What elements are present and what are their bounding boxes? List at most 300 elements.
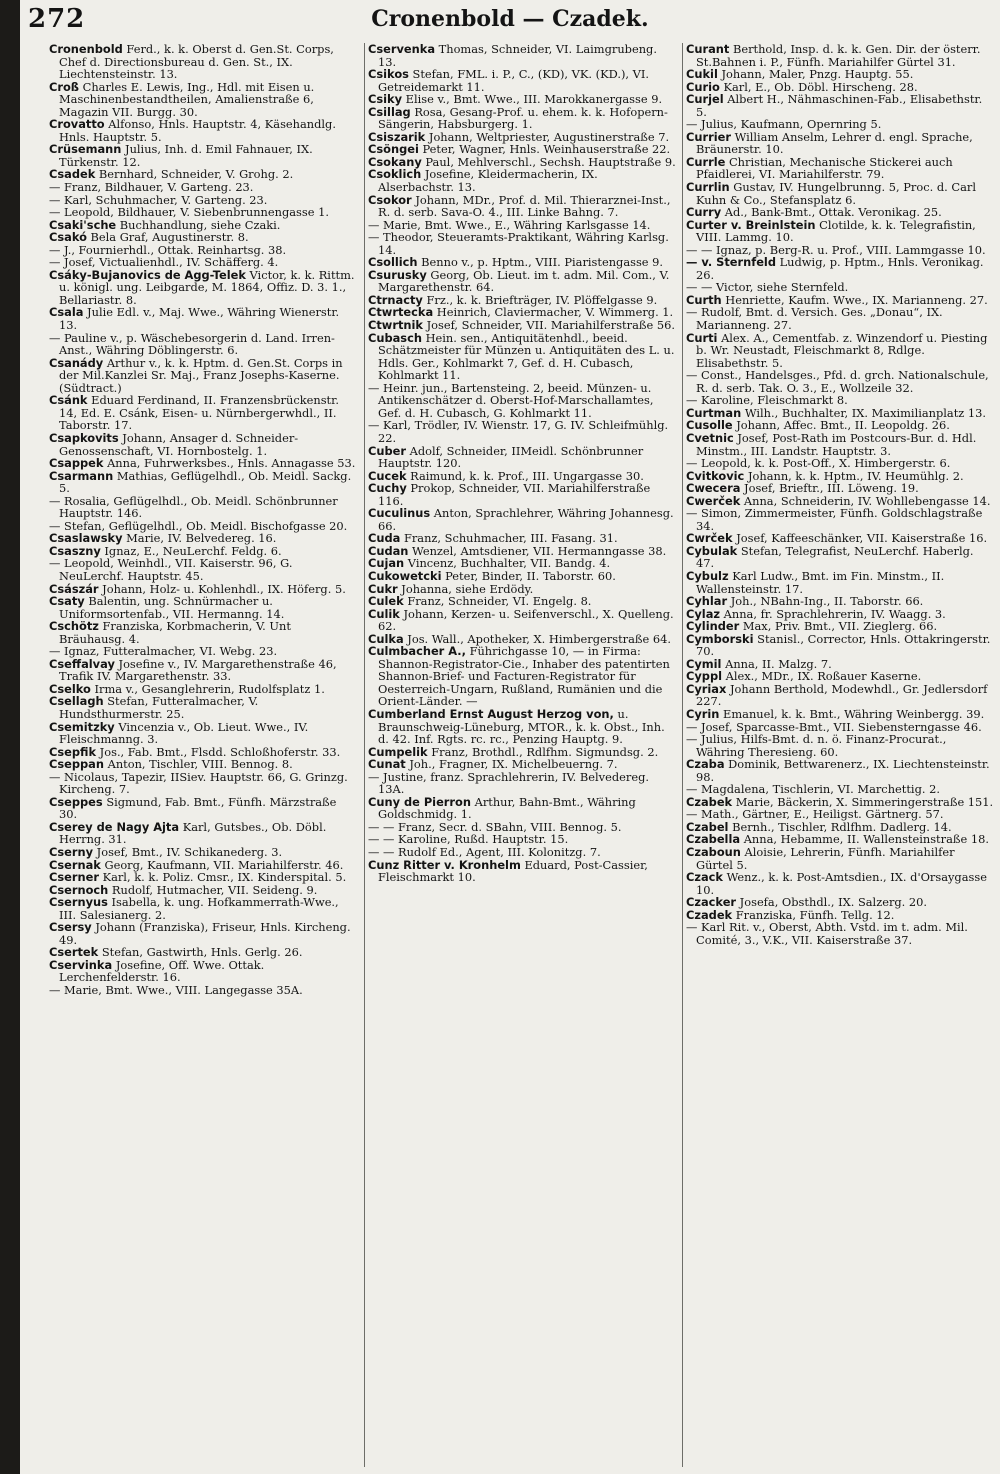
entry-details: Johann, MDr., Prof. d. Mil. Thierarznei-Inst., R. d. serb. Sava-O. 4., III. Linke Bahng. 7. (378, 192, 671, 220)
directory-entry (49, 394, 358, 432)
entry-headword: Cschötz (49, 619, 99, 634)
entry-details: Vincenzia v., Ob. Lieut. Wwe., IV. Fleischmanng. 3. (59, 719, 309, 747)
entry-details: Georg, Ob. Lieut. im t. adm. Mil. Com., V. Margarethenstr. 64. (378, 267, 670, 295)
directory-entry (686, 369, 994, 394)
directory-entry (49, 921, 358, 946)
directory-entry (686, 181, 994, 206)
entry-headword: Cymil (686, 656, 722, 671)
entry-details: Henriette, Kaufm. Wwe., IX. Marianneng. 27. (725, 292, 988, 307)
entry-details: Stefan, Telegrafist, NeuLerchf. Haberlg. 47. (696, 543, 974, 571)
entry-headword: Cserny (49, 845, 94, 859)
entry-details: — Math., Gärtner, E., Heiligst. Gärtnerg. 57. (686, 807, 944, 822)
directory-entry (686, 156, 994, 181)
entry-headword: Csernyus (49, 895, 108, 910)
directory-entry (368, 608, 676, 633)
entry-details: Irma v., Gesanglehrerin, Rudolfsplatz 1. (94, 681, 325, 696)
entry-details: — Stefan, Geflügelhdl., Ob. Meidl. Bischofgasse 20. (49, 518, 348, 533)
entry-headword: Csaslawsky (49, 531, 123, 546)
entry-headword: Csurusky (368, 267, 427, 282)
entry-headword: Csiky (368, 92, 403, 107)
entry-headword: Cudan (368, 543, 409, 558)
entry-headword: Croß (49, 79, 79, 94)
entry-details: Johann, Affec. Bmt., II. Leopoldg. 26. (736, 418, 950, 433)
entry-details: Clotilde, k. k. Telegrafistin, VIII. Lammg. 10. (696, 217, 976, 245)
entry-details: Gustav, IV. Hungelbrunng. 5, Proc. d. Carl Kuhn & Co., Stefansplatz 6. (696, 180, 976, 207)
entry-headword: Culik (368, 606, 400, 621)
entry-details: Vincenz, Buchhalter, VII. Bandg. 4. (407, 556, 611, 571)
entry-details: Aloisie, Lehrerin, Fünfh. Mariahilfer Gürtel 5. (696, 845, 955, 872)
directory-entry (368, 332, 676, 382)
entry-details: — Const., Handelsges., Pfd. d. grch. Nationalschule, R. d. serb. Tak. O. 3., E., Wollzeile 32. (686, 368, 989, 395)
entry-details: Karl, k. k. Poliz. Cmsr., IX. Kinderspital. 5. (102, 870, 347, 885)
entry-headword: Csikos (368, 67, 409, 82)
entry-details: — Leopold, k. k. Post-Off., X. Himbergerstr. 6. (686, 456, 951, 471)
directory-entry (368, 269, 676, 294)
entry-details: — Marie, Bmt. Wwe., VIII. Langegasse 35A. (49, 983, 303, 998)
entry-headword: Cwrček (686, 531, 733, 546)
directory-entry (368, 482, 676, 507)
entry-headword: Culek (368, 594, 404, 609)
entry-headword: Cumpelik (368, 744, 428, 759)
entry-headword: Csapkovits (49, 430, 119, 445)
directory-entry (49, 557, 358, 582)
entry-details: Raimund, k. k. Prof., III. Ungargasse 30. (410, 468, 644, 483)
entry-headword: Cuda (368, 531, 401, 546)
entry-headword: Curtman (686, 405, 742, 420)
entry-details: — Theodor, Steueramts-Praktikant, Währing Karlsg. 14. (368, 230, 669, 257)
directory-entry (368, 507, 676, 532)
entry-headword: Czabek (686, 794, 733, 809)
entry-details: — — Rudolf Ed., Agent, III. Kolonitzg. 7. (368, 845, 601, 859)
entry-details: Dominik, Bettwarenerz., IX. Liechtensteinstr. 98. (696, 757, 990, 784)
entry-headword: Csernak (49, 857, 101, 872)
entry-details: Franziska, Korbmacherin, V. Unt Bräuhausg. 4. (59, 619, 291, 646)
entry-headword: Cyhlar (686, 594, 728, 609)
directory-entry (686, 332, 994, 370)
entry-headword: Csánk (49, 393, 88, 408)
entry-headword: Cylinder (686, 619, 740, 634)
entry-details: — Karl, Trödler, IV. Wienstr. 17, G. IV. Schleifmühlg. 22. (368, 418, 669, 445)
directory-entry (49, 771, 358, 796)
directory-entry (49, 695, 358, 720)
directory-entry (49, 658, 358, 683)
running-title: Cronenbold — Czadek. (371, 6, 649, 32)
entry-details: — Julius, Kaufmann, Opernring 5. (686, 117, 882, 132)
entry-details: Jos., Fab. Bmt., Flsdd. Schloßhoferstr. 33. (99, 744, 341, 759)
entry-details: Wenzel, Amtsdiener, VII. Hermanngasse 38. (412, 543, 667, 558)
entry-details: — Magdalena, Tischlerin, VI. Marchettig. 2. (686, 782, 940, 797)
entry-headword: Cwerček (686, 493, 741, 508)
entry-details: Josef, Brieftr., III. Löweng. 19. (744, 481, 919, 496)
directory-entry (368, 106, 676, 131)
entry-details: Buchhandlung, siehe Czaki. (119, 217, 281, 232)
entry-headword: Cucek (368, 468, 407, 483)
entry-headword: Culmbacher A., (368, 644, 466, 659)
directory-entry (368, 708, 676, 746)
directory-entry (686, 93, 994, 118)
directory-entry (686, 306, 994, 331)
entry-headword: Cseppan (49, 757, 104, 772)
entry-details: Arthur, Bahn-Bmt., Währing Goldschmidg. 1. (378, 794, 636, 822)
directory-entry (49, 143, 358, 168)
entry-details: Anna, Hebamme, II. Wallensteinstraße 18. (743, 832, 989, 847)
entry-headword: Ctwrtecka (368, 305, 434, 320)
entry-details: Josefa, Obsthdl., IX. Salzerg. 20. (739, 895, 928, 910)
entry-details: Christian, Mechanische Stickerei auch Pfaidlerei, VI. Mariahilferstr. 79. (696, 154, 953, 182)
directory-entry (686, 758, 994, 783)
entry-details: Hein. sen., Antiquitätenhdl., beeid. Schätzmeister für Münzen u. Antiquitäten des L. u. Hdls. Ger., Kohlmarkt 7, Gef. d. H. Cubasch, Kohlmarkt 11. (378, 330, 675, 383)
entry-headword: Cserner (49, 870, 99, 885)
entry-headword: Csaty (49, 594, 85, 609)
entry-details: Jos. Wall., Apotheker, X. Himbergerstraße 64. (407, 631, 671, 646)
entry-details: Josefine, Off. Wwe. Ottak. Lerchenfelderstr. 16. (59, 957, 265, 985)
entry-details: Wenz., k. k. Post-Amtsdien., IX. d'Orsaygasse 10. (696, 870, 987, 897)
entry-headword: Curti (686, 330, 718, 345)
entry-details: Johann, Kerzen- u. Seifenverschl., X. Quelleng. 62. (378, 606, 674, 634)
entry-details: Johann, Maler, Pnzg. Hauptg. 55. (721, 67, 914, 82)
entry-headword: Ctrnacty (368, 292, 423, 307)
entry-details: Wilh., Buchhalter, IX. Maximilianplatz 13. (744, 405, 987, 420)
entry-details: Karl Ludw., Bmt. im Fin. Minstm., II. Wallensteinstr. 17. (696, 568, 945, 596)
entry-details: Victor, k. k. Rittm. u. königl. ung. Leibgarde, M. 1864, Offiz. D. 3. 1., Bellariastr. 8. (59, 267, 355, 307)
entry-headword: Cwecera (686, 481, 741, 496)
directory-entry (686, 871, 994, 896)
entry-headword: Csoklich (368, 167, 422, 182)
entry-details: — Simon, Zimmermeister, Fünfh. Goldschlagstraße 34. (686, 506, 983, 533)
entry-details: Bernhard, Schneider, V. Grohg. 2. (98, 167, 294, 182)
entry-details: Ferd., k. k. Oberst d. Gen.St. Corps, Chef d. Directionsbureau d. Gen. St., IX. Liechtensteinstr. 13. (59, 43, 334, 82)
entry-headword: Csanády (49, 355, 104, 370)
entry-details: — J., Fournierhdl., Ottak. Reinhartsg. 38. (49, 242, 287, 257)
entry-details: Julie Edl. v., Maj. Wwe., Währing Wienerstr. 13. (59, 305, 340, 333)
directory-entry (49, 595, 358, 620)
entry-details: Franziska, Fünfh. Tellg. 12. (735, 907, 895, 922)
entry-details: Johann, Ansager d. Schneider-Genossenschaft, VI. Hornbostelg. 1. (59, 430, 299, 458)
entry-details: Heinrich, Claviermacher, V. Wimmerg. 1. (436, 305, 674, 320)
entry-details: — Rudolf, Bmt. d. Versich. Ges. „Donau“, IX. Marianneng. 27. (686, 305, 943, 333)
entry-headword: Cunat (368, 757, 406, 772)
directory-entry (686, 131, 994, 156)
entry-details: Anna, fr. Sprachlehrerin, IV. Waagg. 3. (723, 606, 946, 621)
entry-details: Sigmund, Fab. Bmt., Fünfh. Märzstraße 30. (59, 794, 337, 822)
entry-headword: Cselko (49, 681, 91, 696)
entry-details: Alex., MDr., IX. Roßauer Kaserne. (725, 669, 922, 684)
directory-entry (368, 419, 676, 444)
directory-entry (368, 231, 676, 256)
entry-headword: Cservinka (49, 957, 113, 972)
entry-headword: Curant (686, 43, 730, 56)
entry-details: Paul, Mehlverschl., Sechsh. Hauptstraße 9. (425, 154, 676, 169)
entry-headword: Czadek (686, 907, 733, 922)
entry-headword: Cukil (686, 67, 718, 82)
entry-headword: Csillag (368, 104, 411, 119)
entry-details: — Nicolaus, Tapezir, IISiev. Hauptstr. 66, G. Grinzg. Kircheng. 7. (49, 769, 348, 797)
entry-headword: Cuculinus (368, 506, 431, 521)
directory-entry (368, 43, 676, 68)
entry-details: Josefine, Kleidermacherin, IX. Alserbachstr. 13. (378, 167, 598, 195)
directory-entry (686, 507, 994, 532)
entry-details: — Karoline, Fleischmarkt 8. (686, 393, 848, 408)
entry-headword: Csiszarik (368, 129, 426, 144)
entry-details: Georg, Kaufmann, VII. Mariahilferstr. 46. (104, 857, 344, 872)
entry-headword: Csáky-Bujanovics de Agg-Telek (49, 267, 246, 282)
directory-entry (368, 168, 676, 193)
entry-headword: Cuchy (368, 481, 407, 496)
entry-details: Alfonso, Hnls. Hauptstr. 4, Käsehandlg. Hnls. Hauptstr. 5. (59, 117, 336, 144)
entry-headword: Csakó (49, 230, 87, 245)
entry-details: Emanuel, k. k. Bmt., Währing Weinbergg. 39. (723, 706, 985, 721)
entry-details: Adolf, Schneider, IIMeidl. Schönbrunner Hauptstr. 120. (378, 443, 644, 471)
directory-entry (49, 81, 358, 119)
directory-entry (49, 470, 358, 495)
entry-details: — — Franz, Secr. d. SBahn, VIII. Bennog. 5. (368, 819, 622, 834)
directory-entry (49, 721, 358, 746)
directory-entry (49, 269, 358, 307)
directory-entry (368, 382, 676, 420)
entry-details: — Justine, franz. Sprachlehrerin, IV. Belvedereg. 13A. (368, 769, 649, 797)
entry-headword: Császár (49, 581, 99, 596)
entry-details: Ad., Bank-Bmt., Ottak. Veronikag. 25. (724, 205, 942, 220)
entry-details: Berthold, Insp. d. k. k. Gen. Dir. der österr. St.Bahnen i. P., Fünfh. Mariahilfer Gürtel 31. (696, 43, 981, 69)
entry-details: — Heinr. jun., Bartensteing. 2, beeid. Münzen- u. Antikenschätzer d. Oberst-Hof-Marschallamtes, Gef. d. H. Cubasch, G. Kohlmarkt 11. (368, 380, 654, 420)
entry-headword: Curth (686, 292, 722, 307)
entry-headword: Csala (49, 305, 84, 320)
entry-headword: Cyriax (686, 681, 727, 696)
directory-entry (686, 733, 994, 758)
entry-details: Bela Graf, Augustinerstr. 8. (90, 230, 249, 245)
entry-headword: Csemitzky (49, 719, 115, 734)
entry-details: Joh., Fragner, IX. Michelbeuerng. 7. (409, 757, 618, 772)
directory-entry (368, 859, 676, 884)
entry-details: Stefan, Gastwirth, Hnls. Gerlg. 26. (101, 945, 303, 960)
entry-details: — Pauline v., p. Wäschebesorgerin d. Land. Irren-Anst., Währing Döblingerstr. 6. (49, 330, 335, 358)
entry-details: Franz, Schneider, VI. Engelg. 8. (407, 594, 592, 609)
directory-entry (49, 332, 358, 357)
entry-details: — — Ignaz, p. Berg-R. u. Prof., VIII. Lammgasse 10. (686, 242, 986, 257)
directory-entry (49, 357, 358, 395)
entry-details: — Karl Rit. v., Oberst, Abth. Vstd. im t. adm. Mil. Comité, 3., V.K., VII. Kaiserstraße 37. (686, 920, 968, 947)
entry-details: Johann Berthold, Modewhdl., Gr. Jedlersdorf 227. (696, 681, 988, 709)
entry-details: Prokop, Schneider, VII. Mariahilferstraße 116. (378, 481, 651, 508)
entry-details: Johanna, siehe Erdödy. (401, 581, 534, 596)
entry-details: Stanisl., Corrector, Hnls. Ottakringerstr. 70. (696, 631, 991, 659)
entry-headword: Cvetnic (686, 430, 734, 445)
entry-headword: Cukr (368, 581, 398, 596)
entry-details: Peter, Binder, II. Taborstr. 60. (445, 568, 616, 583)
entry-headword: Csepfik (49, 744, 97, 759)
entry-details: Eduard, Post-Cassier, Fleischmarkt 10. (378, 857, 648, 885)
entry-details: — Ignaz, Futteralmacher, VI. Webg. 23. (49, 644, 278, 659)
entry-headword: Cybulak (686, 543, 738, 558)
entry-details: Marie, IV. Belvedereg. 16. (126, 531, 277, 546)
directory-entry (686, 683, 994, 708)
entry-details: Josef, Kaffeeschänker, VII. Kaiserstraße 16. (736, 531, 988, 546)
directory-entry (49, 43, 358, 81)
entry-details: — Leopold, Bildhauer, V. Siebenbrunnengasse 1. (49, 205, 329, 220)
entry-headword: Csollich (368, 255, 418, 270)
entry-headword: Currlin (686, 180, 730, 195)
directory-entry (686, 570, 994, 595)
entry-details: — — Karoline, Rußd. Hauptstr. 15. (368, 832, 569, 847)
directory-entry (49, 796, 358, 821)
entry-headword: Cyppl (686, 669, 722, 684)
directory-entry (686, 921, 994, 946)
entry-headword: Curter v. Breinlstein (686, 217, 816, 232)
entry-details: Rosa, Gesang-Prof. u. ehem. k. k. Hofopern-Sängerin, Habsburgerg. 1. (378, 104, 668, 132)
entry-details: Johann, Weltpriester, Augustinerstraße 7. (428, 129, 670, 144)
entry-headword: Czacker (686, 895, 737, 910)
directory-page (20, 0, 1000, 1474)
entry-details: Josef, Post-Rath im Postcours-Bur. d. Hdl. Minstm., III. Landstr. Hauptstr. 3. (696, 430, 977, 458)
entry-details: Anna, Fuhrwerksbes., Hnls. Annagasse 53. (107, 456, 356, 471)
entry-details: Elise v., Bmt. Wwe., III. Marokkanergasse 9. (405, 92, 663, 107)
directory-entry (49, 620, 358, 645)
entry-headword: Csokany (368, 154, 422, 169)
entry-details: Anna, II. Malzg. 7. (725, 656, 832, 671)
entry-headword: Czabel (686, 819, 729, 834)
entry-details: Marie, Bäckerin, X. Simmeringerstraße 151. (735, 794, 994, 809)
directory-entry (368, 194, 676, 219)
entry-details: Ignaz, E., NeuLerchf. Feldg. 6. (104, 543, 282, 558)
entry-details: Johann, Holz- u. Kohlenhdl., IX. Höferg. 5. (102, 581, 346, 596)
entry-details: — Karl, Schuhmacher, V. Garteng. 23. (49, 192, 268, 207)
entry-details: Mathias, Geflügelhdl., Ob. Meidl. Sackg. 5. (59, 468, 352, 496)
entry-headword: Csadek (49, 167, 96, 182)
entry-details: Albert H., Nähmaschinen-Fab., Elisabethstr. 5. (696, 92, 983, 119)
directory-entry (686, 545, 994, 570)
entry-details: Peter, Wagner, Hnls. Weinhauserstraße 22. (422, 142, 671, 157)
entry-details: — Rosalia, Geflügelhdl., Ob. Meidl. Schönbrunner Hauptstr. 146. (49, 493, 338, 521)
column-left (46, 43, 364, 1467)
entry-headword: Culka (368, 631, 404, 646)
entry-headword: Cseffalvay (49, 656, 115, 671)
entry-headword: Crovatto (49, 117, 105, 132)
entry-details: Franz, Brothdl., Rdlfhm. Sigmundsg. 2. (431, 744, 659, 759)
entry-headword: Cubasch (368, 330, 422, 345)
entry-details: Max, Priv. Bmt., VII. Zieglerg. 66. (742, 619, 938, 634)
directory-entry (686, 219, 994, 244)
entry-details: Anton, Sprachlehrer, Währing Johannesg. 66. (378, 506, 674, 533)
entry-details: Charles E. Lewis, Ing., Hdl. mit Eisen u. Maschinenbestandtheilen, Amalienstraße 6, Magazin VII. Burgg. 30. (59, 79, 315, 119)
entry-headword: Cseppes (49, 794, 103, 809)
directory-entry (49, 821, 358, 846)
entry-details: Frz., k. k. Briefträger, IV. Plöffelgasse 9. (426, 292, 658, 307)
entry-details: u. Braunschweig-Lüneburg, MTOR., k. k. Obst., Inh. d. 42. Inf. Rgts. rc. rc., Penzing Hauptg. 9. (378, 706, 665, 747)
entry-details: William Anselm, Lehrer d. engl. Sprache, Bräunerstr. 10. (696, 129, 973, 157)
entry-details: Anna, Schneiderin, IV. Wohllebengasse 14. (743, 493, 991, 508)
entry-headword: Csokor (368, 192, 412, 207)
column-right (682, 43, 1000, 1467)
entry-headword: Csertek (49, 945, 99, 960)
entry-details: Ludwig, p. Hptm., Hnls. Veronikag. 26. (696, 255, 984, 282)
entry-details: Karl, Gutsbes., Ob. Döbl. Herrng. 31. (59, 819, 327, 847)
entry-headword: Ctwrtnik (368, 318, 423, 333)
entry-columns (46, 43, 1000, 1467)
entry-details: Benno v., p. Hptm., VIII. Piaristengasse 9. (421, 255, 664, 270)
entry-details: Julius, Inh. d. Emil Fahnauer, IX. Türkenstr. 12. (59, 142, 313, 169)
entry-headword: Czaba (686, 757, 725, 772)
entry-headword: Csarmann (49, 468, 114, 483)
entry-headword: Curio (686, 79, 720, 94)
directory-entry (49, 432, 358, 457)
entry-details: — Josef, Sparcasse-Bmt., VII. Siebensterngasse 46. (686, 719, 982, 734)
directory-entry (368, 645, 676, 708)
entry-details: Johann, k. k. Hptm., IV. Heumühlg. 2. (747, 468, 964, 483)
directory-entry (49, 959, 358, 984)
entry-headword: Cvitkovic (686, 468, 745, 483)
directory-entry (49, 118, 358, 143)
entry-headword: Cymborski (686, 631, 754, 646)
entry-details: Josef, Schneider, VII. Mariahilferstraße 56. (426, 318, 675, 333)
entry-details: Stefan, FML. i. P., C., (KD), VK. (KD.), VI. Getreidemarkt 11. (378, 67, 649, 94)
entry-headword: Cuber (368, 443, 406, 458)
entry-headword: Czabella (686, 832, 741, 847)
directory-entry (368, 796, 676, 821)
directory-entry (686, 432, 994, 457)
entry-headword: Csöngei (368, 142, 419, 157)
directory-entry (686, 256, 994, 281)
entry-headword: Csaszny (49, 543, 101, 558)
entry-headword: Csersy (49, 920, 92, 935)
entry-headword: Curry (686, 205, 722, 220)
entry-details: Stefan, Futteralmacher, V. Hundsthurmerstr. 25. (59, 694, 259, 721)
entry-headword: Cyrin (686, 706, 720, 721)
page-number: 272 (28, 4, 86, 34)
entry-details: Arthur v., k. k. Hptm. d. Gen.St. Corps in der Mil.Kanzlei Sr. Maj., Franz Josephs-Kaserne. (Südtract.) (59, 355, 343, 395)
entry-headword: Cybulz (686, 568, 729, 583)
entry-headword: — v. Sternfeld (686, 255, 776, 270)
entry-details: — Marie, Bmt. Wwe., E., Währing Karlsgasse 14. (368, 217, 651, 232)
entry-headword: Cylaz (686, 606, 721, 621)
entry-headword: Currier (686, 129, 731, 144)
directory-entry (686, 633, 994, 658)
entry-headword: Czaboun (686, 845, 741, 859)
entry-details: — Josef, Victualienhdl., IV. Schäfferg. 4. (49, 255, 279, 270)
entry-headword: Cserey de Nagy Ajta (49, 819, 180, 834)
entry-details: Karl, E., Ob. Döbl. Hirscheng. 28. (723, 79, 918, 94)
directory-entry (368, 771, 676, 796)
entry-headword: Cservenka (368, 43, 436, 56)
entry-details: Thomas, Schneider, VI. Laimgrubeng. 13. (378, 43, 657, 69)
entry-details: Anton, Tischler, VIII. Bennog. 8. (107, 757, 293, 772)
entry-details: Bernh., Tischler, Rdlfhm. Dadlerg. 14. (732, 819, 952, 834)
entry-details: Alex. A., Cementfab. z. Winzendorf u. Piesting b. Wr. Neustadt, Fleischmarkt 8, Rdlge. Elisabethstr. 5. (696, 330, 988, 370)
entry-headword: Currle (686, 154, 726, 169)
entry-headword: Csernoch (49, 882, 109, 897)
column-middle (364, 43, 682, 1467)
entry-headword: Cujan (368, 556, 405, 571)
entry-details: — Franz, Bildhauer, V. Garteng. 23. (49, 180, 254, 195)
entry-headword: Csappek (49, 456, 104, 471)
entry-headword: Cunz Ritter v. Kronhelm (368, 857, 521, 872)
directory-entry (686, 846, 994, 871)
entry-headword: Czack (686, 870, 724, 885)
entry-details: Joh., NBahn-Ing., II. Taborstr. 66. (730, 594, 924, 609)
entry-headword: Csaki'sche (49, 217, 117, 232)
directory-entry (49, 306, 358, 331)
directory-entry (368, 68, 676, 93)
entry-headword: Curjel (686, 92, 724, 107)
directory-entry (49, 896, 358, 921)
entry-headword: Cumberland Ernst August Herzog von, (368, 706, 614, 721)
entry-details: Eduard Ferdinand, II. Franzensbrückenstr. 14, Ed. E. Csánk, Eisen- u. Nürnbergerwhdl., II. Taborstr. 17. (59, 393, 339, 433)
entry-details: — — Victor, siehe Sternfeld. (686, 280, 849, 295)
directory-entry (368, 445, 676, 470)
entry-details: — Leopold, Weinhdl., VII. Kaiserstr. 96, G. NeuLerchf. Hauptstr. 45. (49, 556, 293, 583)
entry-details: Josef, Bmt., IV. Schikanederg. 3. (96, 845, 283, 859)
entry-headword: Cronenbold (49, 43, 123, 56)
entry-details: Isabella, k. ung. Hofkammerrath-Wwe., III. Salesianerg. 2. (59, 895, 339, 922)
